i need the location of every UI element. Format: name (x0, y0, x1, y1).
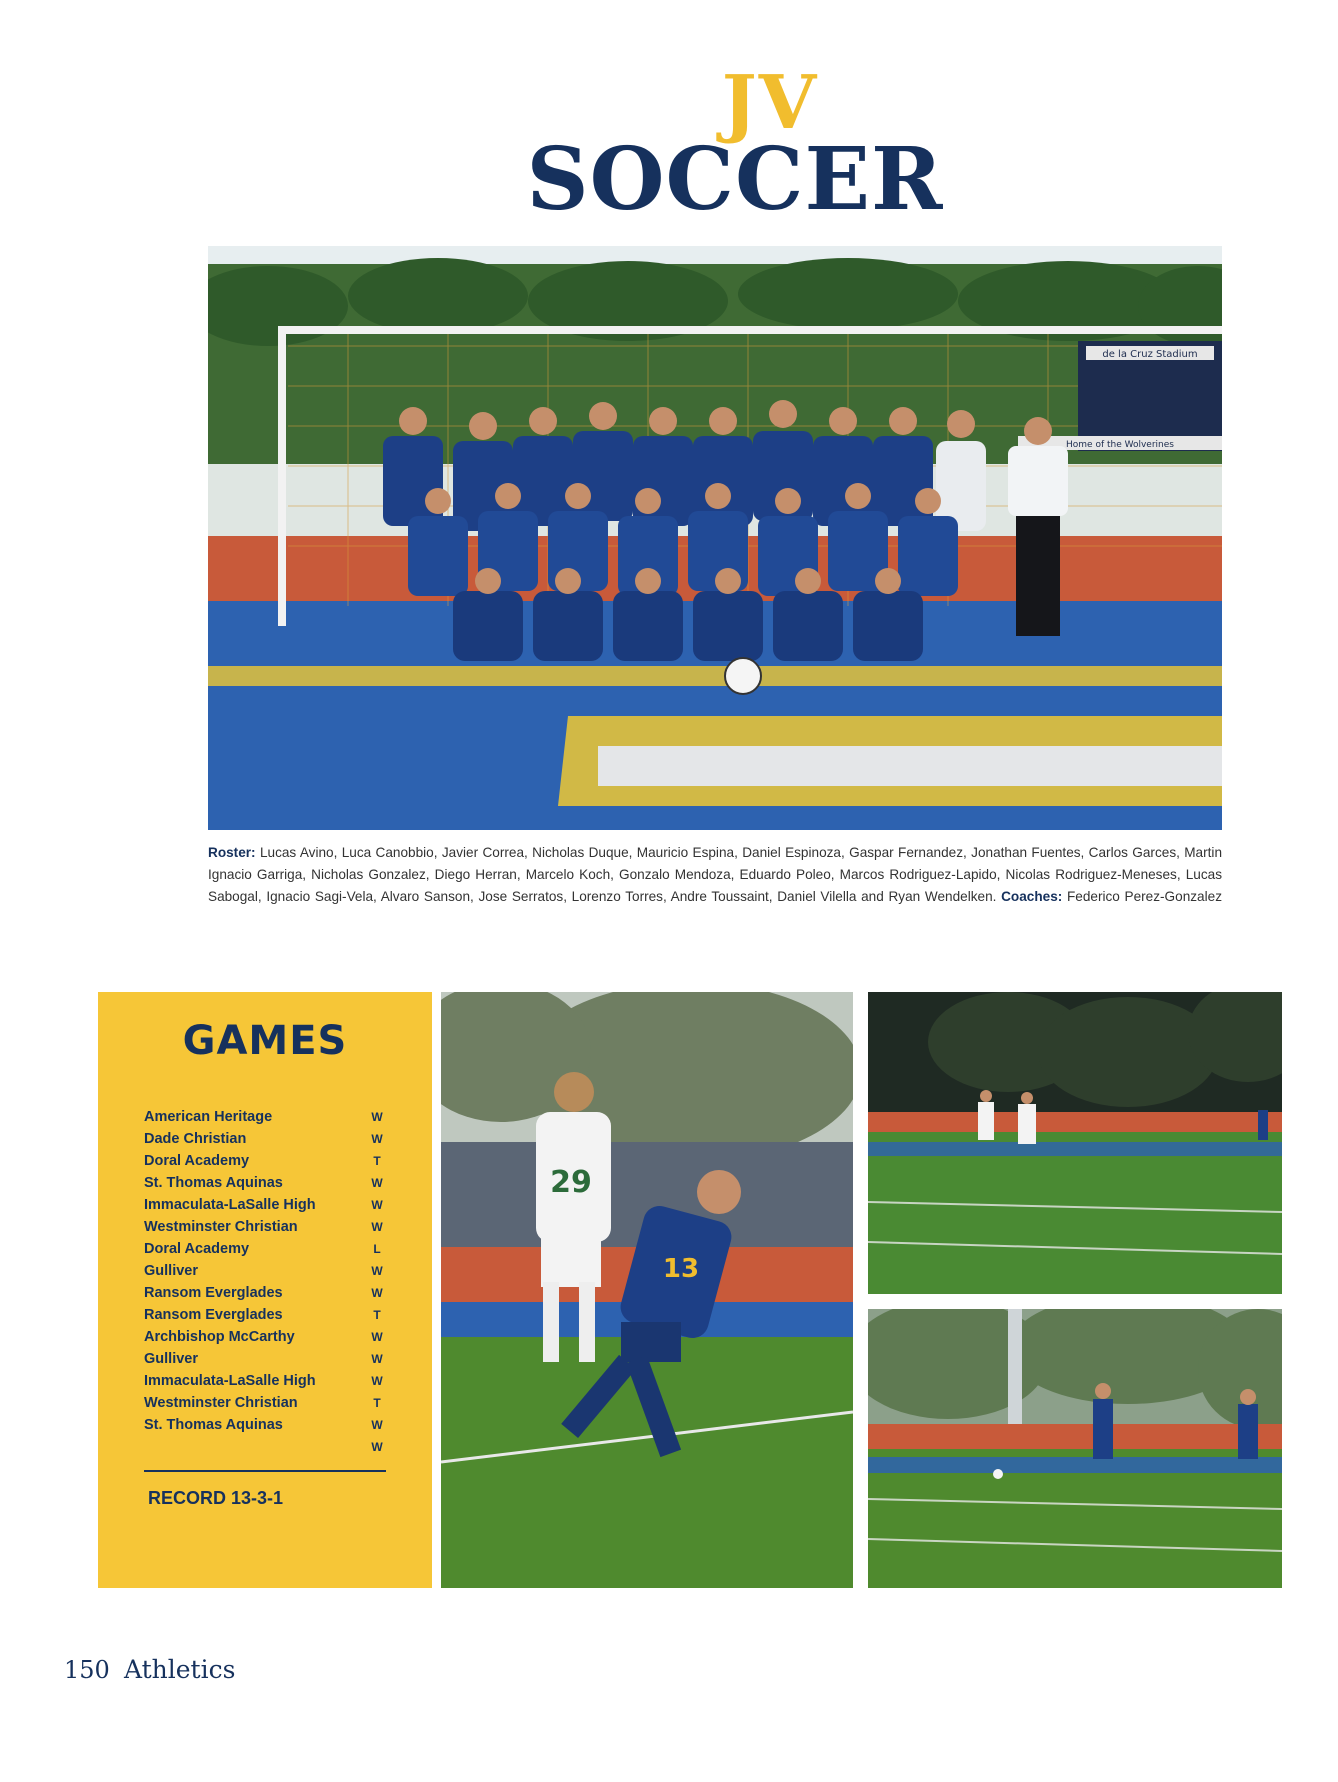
banner-text: Home of the Wolverines (1066, 440, 1174, 450)
jersey-number-29: 29 (550, 1165, 592, 1200)
list-item (144, 1260, 384, 1282)
game-opponent: Dade Christian (144, 1131, 247, 1147)
roster-caption (208, 842, 1222, 908)
coaches-label: Coaches: (1001, 889, 1063, 904)
action-photo-field (868, 992, 1282, 1294)
title-jv: JV (721, 60, 819, 146)
game-opponent: Gulliver (144, 1351, 198, 1367)
jersey-number-13: 13 (662, 1254, 700, 1284)
action-photo-dribble (868, 1309, 1282, 1588)
record: RECORD 13-3-1 (148, 1488, 284, 1508)
action-photo-field-icon (868, 992, 1282, 1294)
page-number: 150 (64, 1656, 110, 1684)
game-result: W (371, 1132, 383, 1146)
game-result: W (371, 1110, 383, 1124)
list-item (144, 1392, 384, 1414)
list-item (144, 1238, 384, 1260)
games-list (144, 1106, 384, 1458)
list-item (144, 1304, 384, 1326)
game-result: L (373, 1242, 381, 1256)
game-result-extra: W (371, 1440, 383, 1454)
team-photo-icon (208, 246, 1222, 830)
list-item (144, 1194, 384, 1216)
game-result: W (371, 1418, 383, 1432)
roster-names: Lucas Avino, Luca Canobbio, Javier Correa, Nicholas Duque, Mauricio Espina, Daniel Espinoza, Gaspar Fernandez, Jonathan Fuentes, Carlos Garces, Martin Ignacio Garriga, Nicholas Gonzalez, Diego Herran, Marcelo Koch, Gonzalo Mendoza, Eduardo Poleo, Marcos Rodriguez-Lapido, Nicolas Rodriguez-Meneses, Lucas Sabogal, Ignacio Sagi-Vela, Alvaro Sanson, Jose Serratos, Lorenzo Torres, Andre Toussaint, Daniel Vilella and Ryan Wendelken. (208, 845, 1223, 904)
list-item (144, 1172, 384, 1194)
scoreboard-text: de la Cruz Stadium (1102, 349, 1198, 360)
game-result: T (373, 1154, 381, 1168)
games-title: GAMES (182, 1018, 348, 1064)
title-soccer: SOCCER (526, 129, 944, 230)
list-item (144, 1282, 384, 1304)
roster-label: Roster: (208, 845, 256, 860)
game-result: W (371, 1374, 383, 1388)
action-photo-dribble-icon (868, 1309, 1282, 1588)
list-item (144, 1216, 384, 1238)
game-opponent: Doral Academy (144, 1153, 250, 1169)
action-photo-celebration (441, 992, 853, 1588)
game-result: W (371, 1352, 383, 1366)
game-opponent: Gulliver (144, 1263, 198, 1279)
game-opponent: Ransom Everglades (144, 1307, 283, 1323)
game-result: T (373, 1308, 381, 1322)
game-result: T (373, 1396, 381, 1410)
game-opponent: St. Thomas Aquinas (144, 1417, 283, 1433)
section-name: Athletics (124, 1655, 236, 1684)
game-result: W (371, 1264, 383, 1278)
list-item (144, 1414, 384, 1436)
list-item (144, 1326, 384, 1348)
list-item (144, 1150, 384, 1172)
list-item (144, 1370, 384, 1392)
game-opponent: American Heritage (144, 1109, 273, 1125)
game-result: W (371, 1286, 383, 1300)
action-photo-celebration-icon (441, 992, 853, 1588)
game-result: W (371, 1330, 383, 1344)
list-item (144, 1436, 384, 1458)
game-opponent: Westminster Christian (144, 1219, 298, 1235)
games-panel (98, 992, 432, 1588)
coaches-names: Federico Perez-Gonzalez (1066, 889, 1222, 904)
game-result: W (371, 1198, 383, 1212)
games-divider (144, 1470, 386, 1472)
game-result: W (371, 1220, 383, 1234)
game-opponent: Ransom Everglades (144, 1285, 283, 1301)
game-opponent: Westminster Christian (144, 1395, 298, 1411)
game-result: W (371, 1176, 383, 1190)
game-opponent: Archbishop McCarthy (144, 1329, 295, 1345)
list-item (144, 1128, 384, 1150)
list-item (144, 1106, 384, 1128)
game-opponent: Immaculata-LaSalle High (144, 1197, 316, 1213)
game-opponent: Immaculata-LaSalle High (144, 1373, 316, 1389)
team-photo (208, 246, 1222, 830)
game-opponent: Doral Academy (144, 1241, 250, 1257)
game-opponent: St. Thomas Aquinas (144, 1175, 283, 1191)
list-item (144, 1348, 384, 1370)
